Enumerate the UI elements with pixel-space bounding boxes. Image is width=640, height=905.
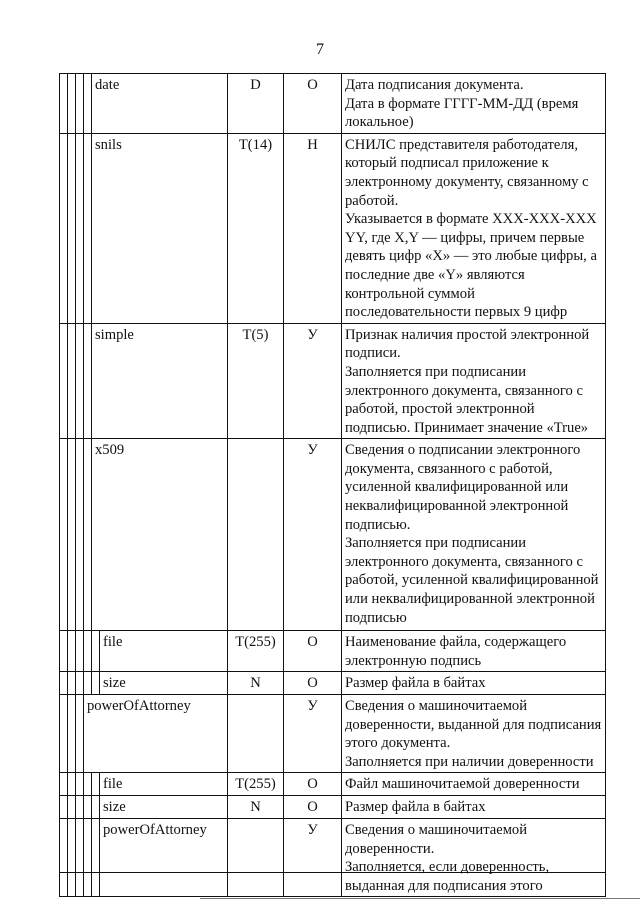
tree-bar — [60, 631, 68, 672]
field-description: Сведения о машиночитаемой доверенности. Заполняется, если доверенность, выданная для подписания этого — [342, 819, 606, 897]
field-description: СНИЛС представителя работодателя, который подписал приложение к электронному документу, связанному с работой. Указывается в формате XXX-XXX-XXX YY, где X,Y — цифры, причем первые девять цифр «X» — это любые цифры, а последние две «Y» являются контрольной суммой последовательности первых 9 цифр — [342, 133, 606, 323]
tree-bar — [68, 695, 76, 773]
tree-bar — [76, 439, 84, 631]
table-row — [60, 323, 606, 439]
tree-bar — [92, 631, 100, 672]
tree-bar — [68, 74, 76, 134]
tree-bar — [76, 133, 84, 323]
table-row — [60, 819, 606, 897]
field-description: Дата подписания документа. Дата в формате ГГГГ-ММ-ДД (время локальное) — [342, 74, 606, 134]
tree-bar — [76, 773, 84, 796]
tree-bar — [76, 796, 84, 819]
field-type: N — [228, 796, 284, 819]
field-requirement: О — [284, 631, 342, 672]
tree-bar — [60, 439, 68, 631]
tree-bar — [84, 631, 92, 672]
tree-bar — [68, 439, 76, 631]
tree-bar — [76, 819, 84, 897]
tree-bar — [68, 773, 76, 796]
tree-bar — [92, 819, 100, 897]
tree-bar — [76, 323, 84, 439]
field-type — [228, 819, 284, 897]
tree-bar — [68, 631, 76, 672]
field-requirement: У — [284, 819, 342, 897]
field-description: Размер файла в байтах — [342, 672, 606, 695]
field-name: simple — [92, 323, 228, 439]
tree-bar — [84, 133, 92, 323]
field-type: T(5) — [228, 323, 284, 439]
tree-bar — [76, 631, 84, 672]
tree-bar — [60, 819, 68, 897]
tree-bar — [68, 133, 76, 323]
tree-bar — [60, 74, 68, 134]
tree-bar — [84, 819, 92, 897]
tree-bar — [84, 74, 92, 134]
field-name: size — [100, 672, 228, 695]
table-row — [60, 773, 606, 796]
tree-bar — [60, 796, 68, 819]
field-name: date — [92, 74, 228, 134]
tree-bar — [68, 796, 76, 819]
table-row — [60, 631, 606, 672]
table-row — [60, 672, 606, 695]
field-requirement: Н — [284, 133, 342, 323]
tree-bar — [84, 773, 92, 796]
tree-bar — [60, 695, 68, 773]
tree-bar — [92, 773, 100, 796]
table-row — [60, 439, 606, 631]
field-type: T(255) — [228, 631, 284, 672]
spec-table — [59, 73, 606, 897]
page-number: 7 — [316, 41, 324, 58]
tree-bar — [92, 672, 100, 695]
field-name: powerOfAttorney — [84, 695, 228, 773]
tree-bar — [84, 672, 92, 695]
field-requirement: О — [284, 74, 342, 134]
field-requirement: У — [284, 695, 342, 773]
field-type — [228, 439, 284, 631]
tree-bar — [68, 323, 76, 439]
field-requirement: У — [284, 439, 342, 631]
field-name: powerOfAttorney — [100, 819, 228, 897]
field-type: N — [228, 672, 284, 695]
field-requirement: О — [284, 773, 342, 796]
field-requirement: У — [284, 323, 342, 439]
field-description: Сведения о машиночитаемой доверенности, выданной для подписания этого документа. Заполняется при наличии доверенности — [342, 695, 606, 773]
tree-bar — [68, 819, 76, 897]
tree-bar — [84, 323, 92, 439]
table-row — [60, 796, 606, 819]
field-type: T(255) — [228, 773, 284, 796]
tree-bar — [60, 672, 68, 695]
table-row — [60, 133, 606, 323]
table-bottom-border — [59, 872, 605, 873]
tree-bar — [68, 672, 76, 695]
scan-edge-line — [200, 898, 640, 899]
field-type: D — [228, 74, 284, 134]
tree-bar — [60, 133, 68, 323]
tree-bar — [76, 672, 84, 695]
tree-bar — [92, 796, 100, 819]
field-description: Файл машиночитаемой доверенности — [342, 773, 606, 796]
field-description: Размер файла в байтах — [342, 796, 606, 819]
field-type — [228, 695, 284, 773]
table-row — [60, 695, 606, 773]
tree-bar — [84, 796, 92, 819]
field-requirement: О — [284, 796, 342, 819]
field-name: x509 — [92, 439, 228, 631]
field-requirement: О — [284, 672, 342, 695]
field-name: file — [100, 773, 228, 796]
field-name: file — [100, 631, 228, 672]
tree-bar — [76, 74, 84, 134]
field-description: Наименование файла, содержащего электронную подпись — [342, 631, 606, 672]
tree-bar — [60, 773, 68, 796]
field-name: size — [100, 796, 228, 819]
field-type: T(14) — [228, 133, 284, 323]
field-name: snils — [92, 133, 228, 323]
field-description: Сведения о подписании электронного документа, связанного с работой, усиленной квалифицированной или неквалифицированной электронной подписью. Заполняется при подписании электронного документа, связанного с работой, усиленной квалифицированной или неквалифицированной электронной подписью — [342, 439, 606, 631]
tree-bar — [76, 695, 84, 773]
field-description: Признак наличия простой электронной подписи. Заполняется при подписании электронного документа, связанного с работой, простой электронной подписью. Принимает значение «True» — [342, 323, 606, 439]
table-row — [60, 74, 606, 134]
tree-bar — [60, 323, 68, 439]
tree-bar — [84, 439, 92, 631]
